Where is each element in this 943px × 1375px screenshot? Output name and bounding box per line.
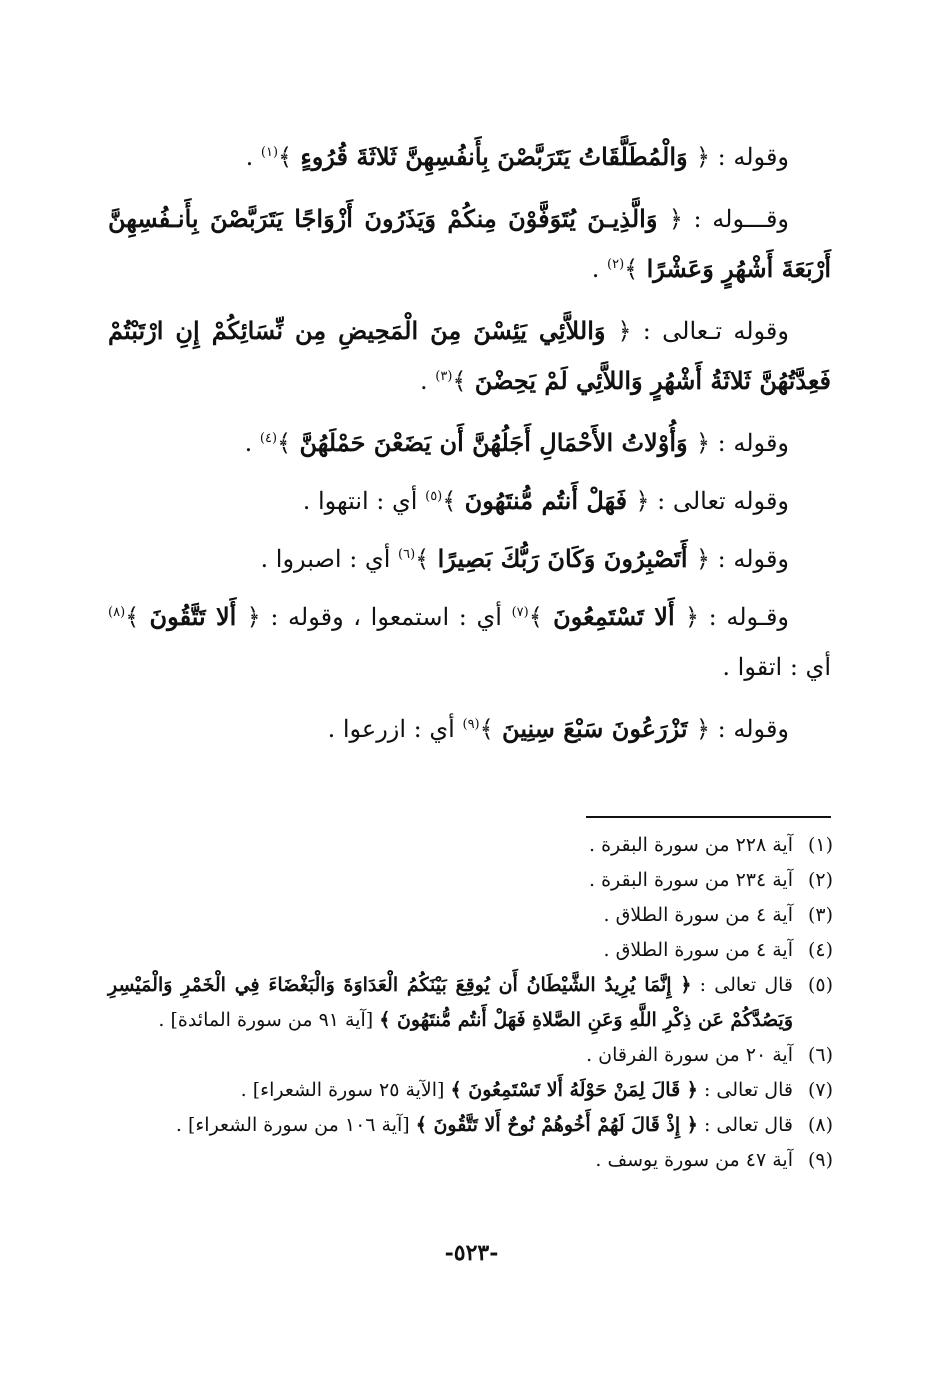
paragraph	[108, 306, 831, 406]
verse-open-bracket: ﴿	[668, 205, 683, 233]
footnote	[108, 933, 833, 968]
footnote-ref: (١)	[260, 145, 279, 160]
footnote-source: [آية ٩١ من سورة المائدة] .	[158, 1009, 380, 1031]
paragraph	[108, 132, 831, 182]
verse-close-bracket: ﴾	[442, 487, 457, 515]
footnote-intro: قال تعالى :	[697, 1079, 793, 1101]
footnotes	[108, 828, 833, 1178]
paragraph	[108, 418, 831, 468]
footnote-ref: (٣)	[435, 369, 453, 384]
paragraph-tail: أي : اصبروا .	[260, 545, 399, 573]
quran-verse	[277, 428, 710, 457]
quran-verse	[278, 142, 710, 171]
footnote-text	[108, 968, 793, 1038]
footnote	[108, 863, 833, 898]
footnote-number: (٨)	[807, 1114, 833, 1136]
quran-verse	[415, 544, 710, 573]
verse-close-bracket: ﴾	[452, 367, 467, 395]
verse-open-bracket: ﴿	[695, 429, 711, 457]
paragraph-tail: .	[244, 429, 260, 457]
paragraph-tail: أي : انتهوا .	[302, 487, 426, 515]
paragraph-lead: وقوله :	[710, 545, 789, 573]
page-number: -٥٢٣-	[444, 1240, 499, 1266]
verse-text: وَأُوْلاتُ الأَحْمَالِ أَجَلُهُنَّ أَن يَضَعْنَ حَمْلَهُنَّ	[291, 428, 696, 457]
footnote-source: [الآية ٢٥ سورة الشعراء] .	[240, 1079, 451, 1101]
paragraph	[108, 534, 831, 584]
quran-verse	[125, 602, 261, 631]
footnote-intro: قال تعالى :	[691, 974, 793, 996]
verse-text: وَالْمُطَلَّقَاتُ يَتَرَبَّصْنَ بِأَنفُسِهِنَّ ثَلاثَةَ قُرُوءٍ	[292, 142, 696, 171]
footnote-ref: (٦)	[398, 547, 416, 562]
footnote-text: آية ٤٧ من سورة يوسف .	[595, 1149, 793, 1171]
paragraph-lead: وقوله تـعالى :	[631, 317, 789, 345]
footnote	[108, 968, 833, 1038]
footnote	[108, 828, 833, 863]
footnote-verse: ﴿ قَالَ لِمَنْ حَوْلَهُ أَلا تَسْتَمِعُونَ ﴾	[450, 1079, 698, 1101]
paragraph-lead: وقـوله :	[699, 603, 790, 631]
footnote-text: آية ٤ من سورة الطلاق .	[603, 904, 793, 926]
paragraph-tail: .	[419, 367, 436, 395]
footnote-source: [آية ١٠٦ من سورة الشعراء] .	[175, 1114, 416, 1136]
footnote	[108, 1073, 833, 1108]
footnote	[108, 898, 833, 933]
footnote-verse: ﴿ إِنَّمَا يُرِيدُ الشَّيْطَانُ أَن يُوقِعَ بَيْنَكُمُ الْعَدَاوَةَ وَالْبَغْضَاءَ فِي الْخَمْرِ وَالْمَيْسِرِ وَيَصُدَّكُمْ عَن ذِكْرِ اللَّهِ وَعَنِ الصَّلاةِ فَهَلْ أَنتُم مُّنتَهُونَ ﴾	[108, 974, 793, 1031]
paragraph-lead: وقوله :	[710, 143, 789, 171]
verse-text: أَلا تَتَّقُونَ	[139, 602, 247, 631]
footnote-number: (٧)	[807, 1079, 833, 1101]
verse-open-bracket: ﴿	[246, 603, 261, 631]
quran-verse	[529, 602, 699, 631]
paragraph	[108, 592, 831, 692]
quran-verse	[442, 486, 649, 515]
paragraph-tail: أي : ازرعوا .	[327, 715, 463, 743]
footnote-text	[108, 1073, 793, 1108]
footnote-number: (٦)	[807, 1044, 833, 1066]
footnote-ref: (٩)	[462, 717, 480, 732]
footnote-number: (٤)	[807, 939, 833, 961]
verse-close-bracket: ﴾	[479, 715, 494, 743]
verse-close-bracket: ﴾	[277, 429, 292, 457]
footnote-ref: (٤)	[259, 431, 278, 446]
verse-close-bracket: ﴾	[278, 143, 293, 171]
footnote-number: (٥)	[807, 974, 833, 996]
verse-close-bracket: ﴾	[528, 603, 543, 631]
verse-close-bracket: ﴾	[125, 603, 140, 631]
footnote-text: آية ٢٣٤ من سورة البقرة .	[589, 869, 793, 891]
footnote-text: آية ٤ من سورة الطلاق .	[603, 939, 793, 961]
paragraph-tail: .	[245, 143, 261, 171]
footnote	[108, 1038, 833, 1073]
verse-close-bracket: ﴾	[415, 545, 430, 573]
verse-close-bracket: ﴾	[624, 255, 639, 283]
footnote-intro: قال تعالى :	[697, 1114, 793, 1136]
paragraph-lead: وقـــوله :	[682, 205, 790, 233]
paragraph-tail: .	[591, 255, 608, 283]
verse-text: وَالَّذِيـنَ يُتَوَفَّوْنَ مِنكُمْ وَيَذَرُونَ أَزْوَاجًا يَتَرَبَّصْنَ بِأَنـفُسِهِنَّ أَرْبَعَةَ أَشْهُرٍ وَعَشْرًا	[108, 204, 831, 283]
paragraph	[108, 194, 831, 294]
footnote-verse: ﴿ إِذْ قَالَ لَهُمْ أَخُوهُمْ نُوحٌ أَلا تَتَّقُونَ ﴾	[415, 1114, 698, 1136]
footnote-separator	[586, 816, 831, 818]
footnote-ref: (٧)	[511, 605, 529, 620]
paragraph-lead: وقوله :	[710, 429, 789, 457]
paragraph-middle: أي : استمعوا ، وقوله :	[260, 603, 512, 631]
verse-text: فَهَلْ أَنتُم مُّنتَهُونَ	[456, 486, 636, 515]
footnote-text: آية ٢٠ من سورة الفرقان .	[586, 1044, 793, 1066]
verse-open-bracket: ﴿	[635, 487, 650, 515]
verse-text: أَتَصْبِرُونَ وَكَانَ رَبُّكَ بَصِيرًا	[429, 544, 696, 573]
footnote-number: (٣)	[807, 904, 833, 926]
footnote	[108, 1143, 833, 1178]
verse-open-bracket: ﴿	[695, 545, 711, 573]
verse-open-bracket: ﴿	[617, 317, 632, 345]
footnote-text: آية ٢٢٨ من سورة البقرة .	[589, 834, 793, 856]
verse-text: أَلا تَسْتَمِعُونَ	[542, 602, 685, 631]
footnote-number: (١)	[807, 834, 833, 856]
footnote-ref: (٢)	[607, 257, 625, 272]
paragraph-tail: أي : اتقوا .	[722, 653, 831, 681]
verse-open-bracket: ﴿	[695, 143, 711, 171]
paragraph	[108, 704, 831, 754]
footnote-number: (٩)	[807, 1149, 833, 1171]
verse-open-bracket: ﴿	[684, 603, 700, 631]
verse-text: تَزْرَعُونَ سَبْعَ سِنِينَ	[493, 714, 696, 743]
paragraph	[108, 476, 831, 526]
quran-verse	[480, 714, 710, 743]
footnote-ref: (٥)	[425, 489, 443, 504]
footnote-text	[108, 1108, 793, 1143]
footnote	[108, 1108, 833, 1143]
footnote-number: (٢)	[807, 869, 833, 891]
paragraph-lead: وقوله :	[710, 715, 789, 743]
paragraph-lead: وقوله تعالى :	[649, 487, 789, 515]
main-text	[108, 132, 831, 766]
verse-open-bracket: ﴿	[695, 715, 711, 743]
verse-text: وَاللاَّئِي يَئِسْنَ مِنَ الْمَحِيضِ مِن نِّسَائِكُمْ إِنِ ارْتَبْتُمْ فَعِدَّتُهُنَّ ثَلاثَةُ أَشْهُرٍ وَاللاَّئِي لَمْ يَحِضْنَ	[108, 316, 831, 395]
footnote-ref: (٨)	[108, 605, 126, 620]
